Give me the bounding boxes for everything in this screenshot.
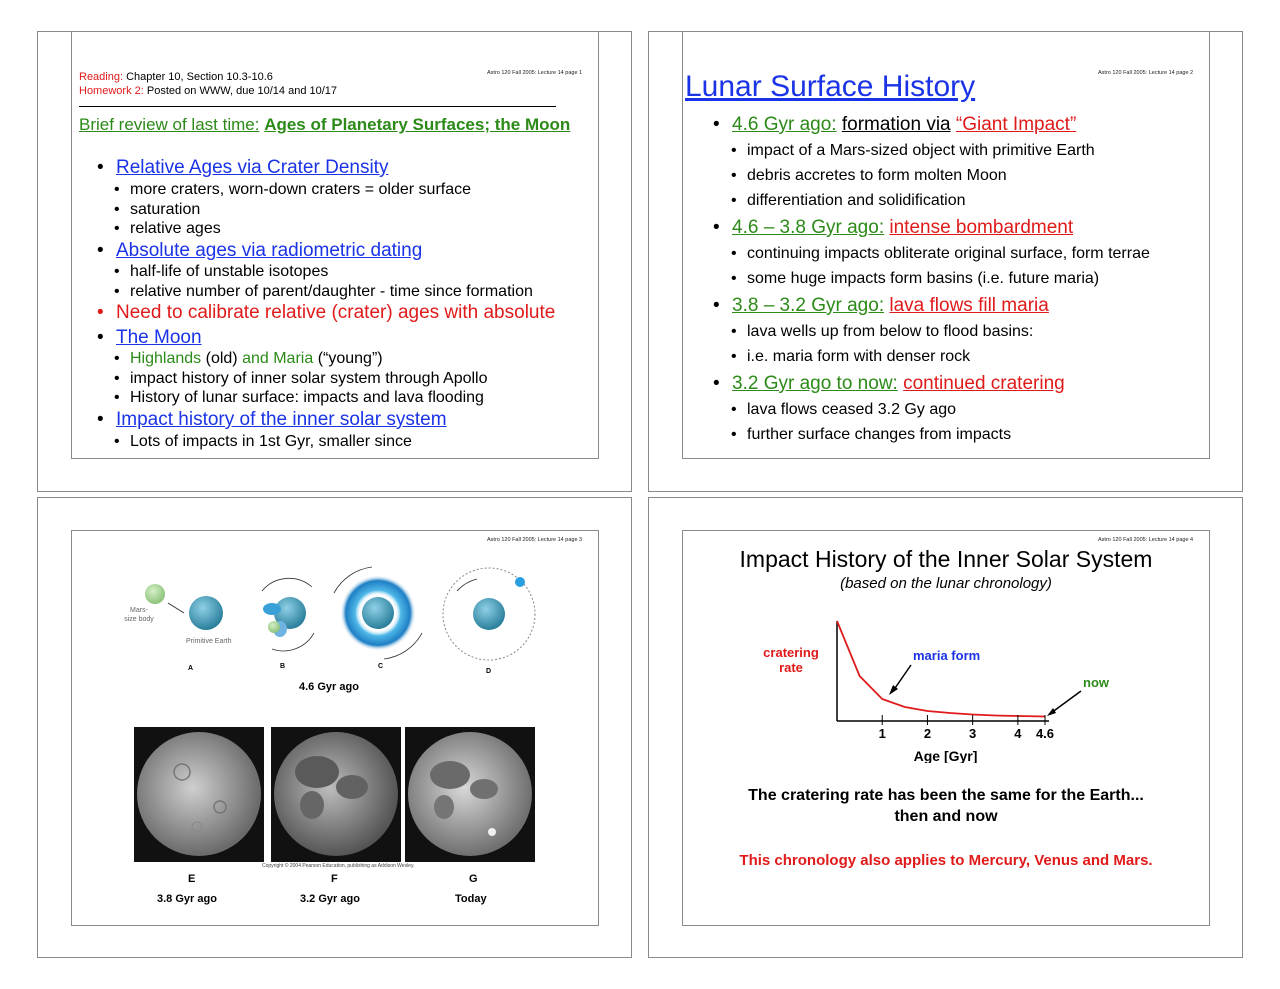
bullet-text[interactable]: The Moon bbox=[116, 327, 202, 348]
chronology-note: This chronology also applies to Mercury, Venus and Mars. bbox=[739, 852, 1153, 869]
bullet-relative-ages: • Relative Ages via Crater Density bbox=[97, 157, 389, 178]
x-tick-label: 1 bbox=[878, 726, 886, 741]
slide-title[interactable]: Lunar Surface History bbox=[685, 70, 976, 103]
y-axis-label: cratering rate bbox=[763, 645, 819, 675]
slide-3 bbox=[71, 530, 599, 926]
sub-bullet: • History of lunar surface: impacts and lava flooding bbox=[114, 389, 484, 406]
earth-label: Primitive Earth bbox=[186, 638, 232, 645]
moon-letter-g: G bbox=[469, 873, 478, 885]
sub-bullet: • Lots of impacts in 1st Gyr, smaller since bbox=[114, 433, 412, 450]
moon-icon bbox=[515, 577, 525, 587]
moon-e-icon bbox=[137, 732, 261, 856]
bullet-calibrate: • Need to calibrate relative (crater) ages with absolute bbox=[97, 302, 556, 323]
bullet-impact-history: • Impact history of the inner solar system bbox=[97, 409, 447, 430]
item-giant-impact: • 4.6 Gyr ago: formation via “Giant Impact” bbox=[713, 114, 1077, 135]
title-prefix: Brief review of last time: bbox=[79, 115, 260, 134]
moon-letter-e: E bbox=[188, 873, 196, 885]
page-label: Astro 120 Fall 2005: Lecture 14 page 2 bbox=[1098, 70, 1194, 76]
earth-icon bbox=[189, 596, 223, 630]
slide-title bbox=[79, 114, 579, 135]
bullet-text[interactable]: Absolute ages via radiometric dating bbox=[116, 240, 423, 261]
sub-bullet: • Highlands (old) and Maria (“young”) bbox=[114, 350, 383, 367]
slide-subtitle: (based on the lunar chronology) bbox=[840, 575, 1052, 592]
mars-label: Mars-size body bbox=[124, 607, 154, 623]
x-tick-label: 3 bbox=[969, 726, 977, 741]
sub-item: • further surface changes from impacts bbox=[731, 426, 1012, 443]
conclusion-line-2: then and now bbox=[894, 808, 998, 825]
reading-text: Chapter 10, Section 10.3-10.6 bbox=[126, 71, 273, 83]
bullet-text[interactable]: Impact history of the inner solar system bbox=[116, 409, 447, 430]
sub-bullet: • relative number of parent/daughter - time since formation bbox=[114, 283, 533, 300]
slide-2 bbox=[682, 31, 1210, 459]
caption-3-8: 3.8 Gyr ago bbox=[157, 893, 217, 905]
sub-item: • continuing impacts obliterate original surface, form terrae bbox=[731, 245, 1150, 262]
annotation-now: now bbox=[1083, 675, 1109, 690]
homework-text: Posted on WWW, due 10/14 and 10/17 bbox=[146, 85, 338, 97]
item-continued-cratering: • 3.2 Gyr ago to now: continued cratering bbox=[713, 373, 1065, 394]
x-tick-label: 2 bbox=[923, 726, 932, 741]
bullet-text[interactable]: Relative Ages via Crater Density bbox=[116, 157, 389, 178]
panel-letter-a: A bbox=[188, 665, 194, 672]
bullet-the-moon: • The Moon bbox=[97, 327, 202, 348]
reading-label: Reading: bbox=[79, 71, 124, 83]
moon-photos bbox=[72, 727, 599, 867]
header-info bbox=[79, 70, 337, 98]
homework-label: Homework 2: bbox=[79, 85, 144, 97]
copyright: Copyright © 2004 Pearson Education, publishing as Addison Wesley. bbox=[262, 863, 415, 869]
mars-body-icon bbox=[145, 584, 165, 604]
sub-bullet: • relative ages bbox=[114, 220, 221, 237]
title-main: Ages of Planetary Surfaces; the Moon bbox=[264, 115, 571, 134]
page-label: Astro 120 Fall 2005: Lecture 14 page 3 bbox=[487, 537, 583, 543]
sub-bullet: • half-life of unstable isotopes bbox=[114, 263, 329, 280]
x-tick-label: 4 bbox=[1014, 726, 1022, 741]
panel-letter-d: D bbox=[486, 668, 492, 675]
now-arrowhead bbox=[1047, 708, 1056, 716]
caption-4-6: 4.6 Gyr ago bbox=[299, 681, 359, 693]
divider bbox=[79, 106, 556, 107]
x-tick-label: 4.6 bbox=[1035, 726, 1055, 741]
now-arrow bbox=[1051, 691, 1081, 713]
conclusion-line-1: The cratering rate has been the same for the Earth... bbox=[748, 787, 1144, 804]
sub-item: • lava wells up from below to flood basins: bbox=[731, 323, 1034, 340]
sub-item: • some huge impacts form basins (i.e. future maria) bbox=[731, 270, 1100, 287]
page-label: Astro 120 Fall 2005: Lecture 14 page 4 bbox=[1098, 537, 1194, 543]
sub-item: • debris accretes to form molten Moon bbox=[731, 167, 1007, 184]
moon-f-icon bbox=[274, 732, 398, 856]
panel-letter-c: C bbox=[378, 663, 384, 670]
maria-arrow bbox=[893, 665, 911, 691]
x-axis-label: Age [Gyr] bbox=[913, 748, 978, 763]
item-lava-flows: • 3.8 – 3.2 Gyr ago: lava flows fill maria bbox=[713, 295, 1049, 316]
item-bombardment: • 4.6 – 3.8 Gyr ago: intense bombardment bbox=[713, 217, 1074, 238]
sub-item: • i.e. maria form with denser rock bbox=[731, 348, 971, 365]
bullet-absolute-ages: • Absolute ages via radiometric dating bbox=[97, 240, 423, 261]
slide-title: Impact History of the Inner Solar System bbox=[739, 546, 1153, 572]
sub-bullet: • impact history of inner solar system through Apollo bbox=[114, 370, 488, 387]
slide-1 bbox=[71, 31, 599, 459]
caption-3-2: 3.2 Gyr ago bbox=[300, 893, 360, 905]
moon-letter-f: F bbox=[331, 873, 338, 885]
sub-bullet: • saturation bbox=[114, 201, 201, 218]
sub-item: • impact of a Mars-sized object with primitive Earth bbox=[731, 142, 1095, 159]
slide-4 bbox=[682, 530, 1210, 926]
annotation-maria-form: maria form bbox=[913, 648, 981, 663]
cratering-chart bbox=[683, 613, 1210, 763]
moon-g-icon bbox=[408, 732, 532, 856]
sub-item: • lava flows ceased 3.2 Gy ago bbox=[731, 401, 957, 418]
panel-letter-b: B bbox=[280, 663, 286, 670]
page-label: Astro 120 Fall 2005: Lecture 14 page 1 bbox=[487, 70, 583, 76]
sub-bullet: • more craters, worn-down craters = older surface bbox=[114, 181, 472, 198]
cratering-curve bbox=[837, 621, 1045, 717]
sub-item: • differentiation and solidification bbox=[731, 192, 966, 209]
caption-today: Today bbox=[455, 893, 487, 905]
